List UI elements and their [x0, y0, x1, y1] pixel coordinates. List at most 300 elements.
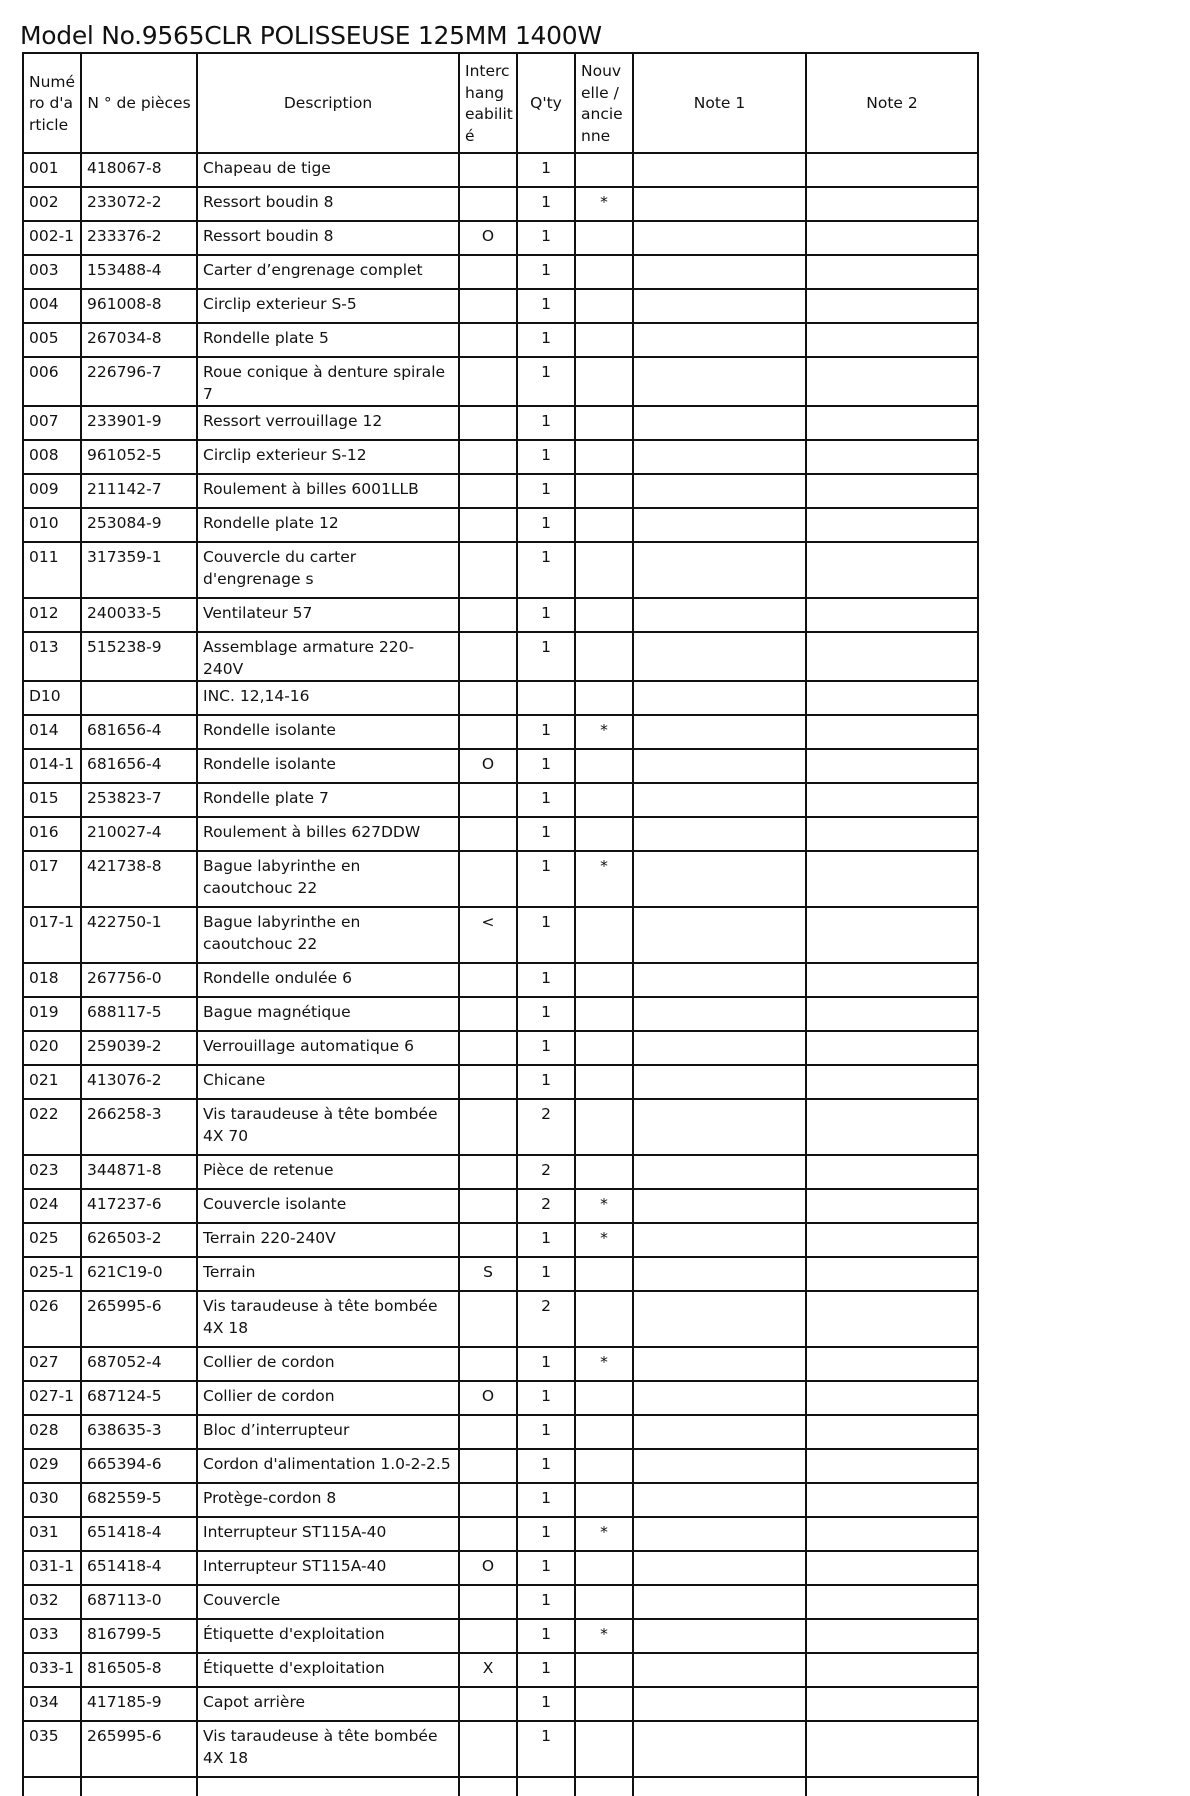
cell-new-old [575, 681, 633, 715]
cell-note-1 [633, 1483, 806, 1517]
cell-item-number: 006 [23, 357, 81, 406]
cell-new-old [575, 1415, 633, 1449]
cell-part-number [81, 681, 197, 715]
table-row [23, 1415, 978, 1449]
table-row [23, 1449, 978, 1483]
cell-part-number: 688117-5 [81, 997, 197, 1031]
cell-interchangeability [459, 406, 517, 440]
cell-quantity: 1 [517, 474, 575, 508]
cell-interchangeability [459, 681, 517, 715]
table-row [23, 406, 978, 440]
cell-new-old [575, 1585, 633, 1619]
cell-note-2 [806, 1257, 978, 1291]
cell-new-old [575, 997, 633, 1031]
cell-description: Vis taraudeuse à tête bombée 4X 70 [197, 1099, 459, 1155]
header-new-old: Nouv elle / ancie nne [575, 53, 633, 153]
table-row [23, 1687, 978, 1721]
table-row [23, 1653, 978, 1687]
cell-note-2 [806, 1483, 978, 1517]
cell-new-old [575, 255, 633, 289]
cell-note-1 [633, 1381, 806, 1415]
cell-interchangeability [459, 1687, 517, 1721]
cell-part-number: 638635-3 [81, 1415, 197, 1449]
cell-item-number: 026 [23, 1291, 81, 1347]
table-row [23, 715, 978, 749]
cell-quantity: 1 [517, 851, 575, 907]
cell-item-number: 013 [23, 632, 81, 681]
cell-note-1 [633, 907, 806, 963]
cell-description: Vis taraudeuse à tête bombée 4X 18 [197, 1721, 459, 1777]
cell-item-number: 029 [23, 1449, 81, 1483]
cell-quantity: 1 [517, 1065, 575, 1099]
cell-quantity: 1 [517, 153, 575, 187]
cell-item-number: 004 [23, 289, 81, 323]
cell-note-1 [633, 1223, 806, 1257]
table-row [23, 851, 978, 907]
cell-new-old [575, 542, 633, 598]
cell-description: Rondelle plate 12 [197, 508, 459, 542]
cell-quantity: 1 [517, 598, 575, 632]
cell-item-number: 033-1 [23, 1653, 81, 1687]
cell-description: Couvercle [197, 1585, 459, 1619]
cell-item-number: 010 [23, 508, 81, 542]
table-row [23, 1065, 978, 1099]
cell-description: Cordon d'alimentation 1.0-2-2.5 [197, 1449, 459, 1483]
cell-interchangeability [459, 997, 517, 1031]
cell-part-number: 267034-8 [81, 323, 197, 357]
table-row [23, 817, 978, 851]
cell-quantity: 1 [517, 1347, 575, 1381]
cell-part-number: 233376-2 [81, 221, 197, 255]
cell-description: Bloc d’interrupteur [197, 1415, 459, 1449]
cell-quantity: 1 [517, 1031, 575, 1065]
cell-note-2 [806, 783, 978, 817]
table-row [23, 598, 978, 632]
cell-part-number: 682559-5 [81, 1483, 197, 1517]
cell-description: Carter d’engrenage complet [197, 255, 459, 289]
cell-quantity: 1 [517, 963, 575, 997]
cell-part-number: 344871-8 [81, 1155, 197, 1189]
cell-note-1 [633, 681, 806, 715]
cell-item-number: 009 [23, 474, 81, 508]
cell-part-number: 816505-8 [81, 1653, 197, 1687]
cell-part-number: 421738-8 [81, 851, 197, 907]
cell-empty [81, 1777, 197, 1796]
cell-note-2 [806, 406, 978, 440]
page-title: Model No.9565CLR POLISSEUSE 125MM 1400W [20, 21, 602, 50]
cell-note-1 [633, 1189, 806, 1223]
cell-quantity: 1 [517, 357, 575, 406]
table-row [23, 1551, 978, 1585]
cell-quantity [517, 681, 575, 715]
table-row [23, 1223, 978, 1257]
cell-part-number: 626503-2 [81, 1223, 197, 1257]
cell-new-old [575, 598, 633, 632]
cell-item-number: 030 [23, 1483, 81, 1517]
cell-quantity: 1 [517, 715, 575, 749]
cell-description: Pièce de retenue [197, 1155, 459, 1189]
cell-item-number: D10 [23, 681, 81, 715]
cell-description: INC. 12,14-16 [197, 681, 459, 715]
cell-note-1 [633, 1619, 806, 1653]
cell-new-old [575, 221, 633, 255]
cell-part-number: 418067-8 [81, 153, 197, 187]
table-row [23, 255, 978, 289]
parts-table-body [23, 153, 978, 1796]
cell-quantity: 1 [517, 1223, 575, 1257]
cell-item-number: 012 [23, 598, 81, 632]
cell-new-old [575, 1449, 633, 1483]
cell-part-number: 317359-1 [81, 542, 197, 598]
parts-table [22, 52, 979, 1796]
cell-note-1 [633, 357, 806, 406]
cell-item-number: 020 [23, 1031, 81, 1065]
table-row [23, 632, 978, 681]
cell-quantity: 1 [517, 997, 575, 1031]
header-quantity: Q'ty [517, 53, 575, 153]
cell-item-number: 023 [23, 1155, 81, 1189]
cell-note-1 [633, 474, 806, 508]
cell-note-2 [806, 1189, 978, 1223]
cell-interchangeability [459, 598, 517, 632]
cell-note-2 [806, 542, 978, 598]
cell-part-number: 651418-4 [81, 1517, 197, 1551]
cell-note-1 [633, 1585, 806, 1619]
cell-item-number: 015 [23, 783, 81, 817]
table-row [23, 323, 978, 357]
cell-note-2 [806, 749, 978, 783]
table-row [23, 681, 978, 715]
cell-interchangeability: O [459, 1381, 517, 1415]
cell-interchangeability [459, 1449, 517, 1483]
cell-interchangeability [459, 1031, 517, 1065]
cell-new-old [575, 632, 633, 681]
cell-interchangeability [459, 153, 517, 187]
cell-item-number: 001 [23, 153, 81, 187]
cell-note-2 [806, 357, 978, 406]
cell-description: Bague magnétique [197, 997, 459, 1031]
cell-quantity: 1 [517, 221, 575, 255]
cell-interchangeability [459, 1517, 517, 1551]
cell-interchangeability: O [459, 749, 517, 783]
cell-interchangeability [459, 1483, 517, 1517]
cell-new-old [575, 1257, 633, 1291]
cell-note-1 [633, 817, 806, 851]
cell-quantity: 1 [517, 323, 575, 357]
cell-quantity: 1 [517, 1687, 575, 1721]
cell-item-number: 011 [23, 542, 81, 598]
cell-description: Ressort boudin 8 [197, 187, 459, 221]
cell-description: Collier de cordon [197, 1381, 459, 1415]
cell-part-number: 961008-8 [81, 289, 197, 323]
cell-new-old: * [575, 1347, 633, 1381]
cell-description: Couvercle isolante [197, 1189, 459, 1223]
table-row [23, 907, 978, 963]
cell-new-old [575, 1721, 633, 1777]
cell-item-number: 034 [23, 1687, 81, 1721]
cell-quantity: 1 [517, 542, 575, 598]
cell-note-1 [633, 1517, 806, 1551]
cell-interchangeability [459, 817, 517, 851]
cell-note-1 [633, 997, 806, 1031]
cell-empty [575, 1777, 633, 1796]
table-row [23, 1155, 978, 1189]
cell-interchangeability [459, 851, 517, 907]
cell-note-2 [806, 963, 978, 997]
cell-note-2 [806, 1155, 978, 1189]
cell-quantity: 1 [517, 1483, 575, 1517]
table-row [23, 440, 978, 474]
cell-item-number: 005 [23, 323, 81, 357]
cell-quantity: 1 [517, 440, 575, 474]
cell-new-old [575, 357, 633, 406]
cell-quantity: 2 [517, 1155, 575, 1189]
cell-note-2 [806, 598, 978, 632]
cell-interchangeability [459, 542, 517, 598]
cell-note-2 [806, 907, 978, 963]
cell-note-1 [633, 542, 806, 598]
cell-note-1 [633, 323, 806, 357]
cell-description: Roulement à billes 6001LLB [197, 474, 459, 508]
cell-new-old [575, 153, 633, 187]
cell-quantity: 1 [517, 1619, 575, 1653]
cell-note-2 [806, 681, 978, 715]
cell-empty [197, 1777, 459, 1796]
cell-description: Rondelle ondulée 6 [197, 963, 459, 997]
cell-new-old [575, 907, 633, 963]
cell-interchangeability [459, 715, 517, 749]
cell-empty [806, 1777, 978, 1796]
cell-note-2 [806, 187, 978, 221]
cell-note-2 [806, 1517, 978, 1551]
cell-quantity: 1 [517, 289, 575, 323]
cell-interchangeability [459, 508, 517, 542]
header-interchangeability: Interc hang eabilit é [459, 53, 517, 153]
cell-item-number: 032 [23, 1585, 81, 1619]
cell-description: Interrupteur ST115A-40 [197, 1517, 459, 1551]
table-row [23, 153, 978, 187]
cell-item-number: 021 [23, 1065, 81, 1099]
cell-interchangeability [459, 1099, 517, 1155]
cell-item-number: 007 [23, 406, 81, 440]
cell-new-old [575, 508, 633, 542]
cell-note-1 [633, 1065, 806, 1099]
cell-interchangeability [459, 1585, 517, 1619]
cell-description: Rondelle isolante [197, 749, 459, 783]
cell-note-2 [806, 153, 978, 187]
cell-note-2 [806, 715, 978, 749]
cell-empty [23, 1777, 81, 1796]
cell-interchangeability [459, 357, 517, 406]
table-row [23, 357, 978, 406]
cell-part-number: 226796-7 [81, 357, 197, 406]
cell-description: Circlip exterieur S-5 [197, 289, 459, 323]
cell-new-old [575, 289, 633, 323]
cell-part-number: 253823-7 [81, 783, 197, 817]
cell-interchangeability [459, 474, 517, 508]
cell-part-number: 681656-4 [81, 749, 197, 783]
cell-note-2 [806, 1347, 978, 1381]
cell-quantity: 1 [517, 255, 575, 289]
table-row [23, 1381, 978, 1415]
cell-note-1 [633, 851, 806, 907]
table-row [23, 749, 978, 783]
table-row [23, 474, 978, 508]
cell-part-number: 253084-9 [81, 508, 197, 542]
cell-interchangeability: X [459, 1653, 517, 1687]
cell-part-number: 515238-9 [81, 632, 197, 681]
cell-description: Ressort boudin 8 [197, 221, 459, 255]
cell-interchangeability [459, 1065, 517, 1099]
cell-description: Ressort verrouillage 12 [197, 406, 459, 440]
cell-part-number: 681656-4 [81, 715, 197, 749]
table-row [23, 1291, 978, 1347]
cell-description: Protège-cordon 8 [197, 1483, 459, 1517]
cell-quantity: 1 [517, 508, 575, 542]
cell-description: Interrupteur ST115A-40 [197, 1551, 459, 1585]
cell-item-number: 022 [23, 1099, 81, 1155]
cell-interchangeability: S [459, 1257, 517, 1291]
cell-item-number: 014 [23, 715, 81, 749]
cell-new-old [575, 474, 633, 508]
cell-item-number: 035 [23, 1721, 81, 1777]
cell-note-2 [806, 851, 978, 907]
cell-description: Étiquette d'exploitation [197, 1653, 459, 1687]
cell-item-number: 002-1 [23, 221, 81, 255]
cell-description: Capot arrière [197, 1687, 459, 1721]
cell-quantity: 2 [517, 1291, 575, 1347]
cell-quantity: 1 [517, 1449, 575, 1483]
cell-new-old [575, 963, 633, 997]
table-row [23, 1483, 978, 1517]
cell-new-old [575, 749, 633, 783]
cell-note-2 [806, 1687, 978, 1721]
header-note-1: Note 1 [633, 53, 806, 153]
cell-interchangeability [459, 1619, 517, 1653]
cell-part-number: 233072-2 [81, 187, 197, 221]
cell-note-2 [806, 1653, 978, 1687]
cell-quantity: 2 [517, 1099, 575, 1155]
cell-new-old [575, 1483, 633, 1517]
cell-note-1 [633, 1721, 806, 1777]
cell-interchangeability [459, 323, 517, 357]
cell-item-number: 033 [23, 1619, 81, 1653]
cell-part-number: 816799-5 [81, 1619, 197, 1653]
cell-note-1 [633, 1551, 806, 1585]
table-row-partial [23, 1777, 978, 1796]
cell-note-1 [633, 1291, 806, 1347]
cell-item-number: 008 [23, 440, 81, 474]
cell-note-2 [806, 508, 978, 542]
cell-note-1 [633, 289, 806, 323]
table-row [23, 997, 978, 1031]
cell-note-2 [806, 1551, 978, 1585]
cell-part-number: 417237-6 [81, 1189, 197, 1223]
table-row [23, 1099, 978, 1155]
cell-description: Roulement à billes 627DDW [197, 817, 459, 851]
header-note-2: Note 2 [806, 53, 978, 153]
cell-new-old [575, 406, 633, 440]
cell-item-number: 019 [23, 997, 81, 1031]
cell-part-number: 687113-0 [81, 1585, 197, 1619]
cell-new-old: * [575, 1223, 633, 1257]
cell-interchangeability [459, 289, 517, 323]
cell-note-2 [806, 1619, 978, 1653]
cell-quantity: 1 [517, 1653, 575, 1687]
cell-part-number: 210027-4 [81, 817, 197, 851]
cell-note-2 [806, 474, 978, 508]
cell-quantity: 1 [517, 187, 575, 221]
cell-description: Terrain 220-240V [197, 1223, 459, 1257]
cell-description: Chicane [197, 1065, 459, 1099]
table-row [23, 1257, 978, 1291]
cell-description: Rondelle plate 7 [197, 783, 459, 817]
cell-note-2 [806, 1721, 978, 1777]
cell-item-number: 018 [23, 963, 81, 997]
cell-quantity: 1 [517, 406, 575, 440]
cell-item-number: 016 [23, 817, 81, 851]
cell-note-1 [633, 1347, 806, 1381]
table-row [23, 1721, 978, 1777]
cell-interchangeability: < [459, 907, 517, 963]
table-row [23, 963, 978, 997]
cell-note-2 [806, 289, 978, 323]
cell-item-number: 017-1 [23, 907, 81, 963]
header-part-number: N ° de pièces [81, 53, 197, 153]
cell-interchangeability [459, 1415, 517, 1449]
cell-note-2 [806, 221, 978, 255]
cell-note-2 [806, 1381, 978, 1415]
cell-note-1 [633, 221, 806, 255]
cell-quantity: 1 [517, 1551, 575, 1585]
cell-quantity: 2 [517, 1189, 575, 1223]
cell-quantity: 1 [517, 1381, 575, 1415]
cell-part-number: 265995-6 [81, 1721, 197, 1777]
cell-new-old [575, 1291, 633, 1347]
cell-note-2 [806, 1415, 978, 1449]
cell-interchangeability: O [459, 221, 517, 255]
header-row [23, 53, 978, 153]
cell-description: Rondelle isolante [197, 715, 459, 749]
cell-note-1 [633, 749, 806, 783]
cell-item-number: 031 [23, 1517, 81, 1551]
cell-quantity: 1 [517, 783, 575, 817]
cell-new-old [575, 783, 633, 817]
cell-item-number: 024 [23, 1189, 81, 1223]
cell-note-2 [806, 1449, 978, 1483]
cell-part-number: 687124-5 [81, 1381, 197, 1415]
header-description: Description [197, 53, 459, 153]
cell-note-1 [633, 508, 806, 542]
cell-item-number: 017 [23, 851, 81, 907]
cell-new-old [575, 1381, 633, 1415]
cell-part-number: 240033-5 [81, 598, 197, 632]
cell-note-1 [633, 440, 806, 474]
cell-new-old: * [575, 187, 633, 221]
cell-note-2 [806, 440, 978, 474]
cell-part-number: 211142-7 [81, 474, 197, 508]
cell-item-number: 027-1 [23, 1381, 81, 1415]
cell-part-number: 266258-3 [81, 1099, 197, 1155]
cell-note-1 [633, 1257, 806, 1291]
cell-item-number: 028 [23, 1415, 81, 1449]
cell-note-2 [806, 1065, 978, 1099]
table-row [23, 1031, 978, 1065]
cell-quantity: 1 [517, 1585, 575, 1619]
cell-part-number: 687052-4 [81, 1347, 197, 1381]
cell-interchangeability [459, 963, 517, 997]
cell-quantity: 1 [517, 817, 575, 851]
